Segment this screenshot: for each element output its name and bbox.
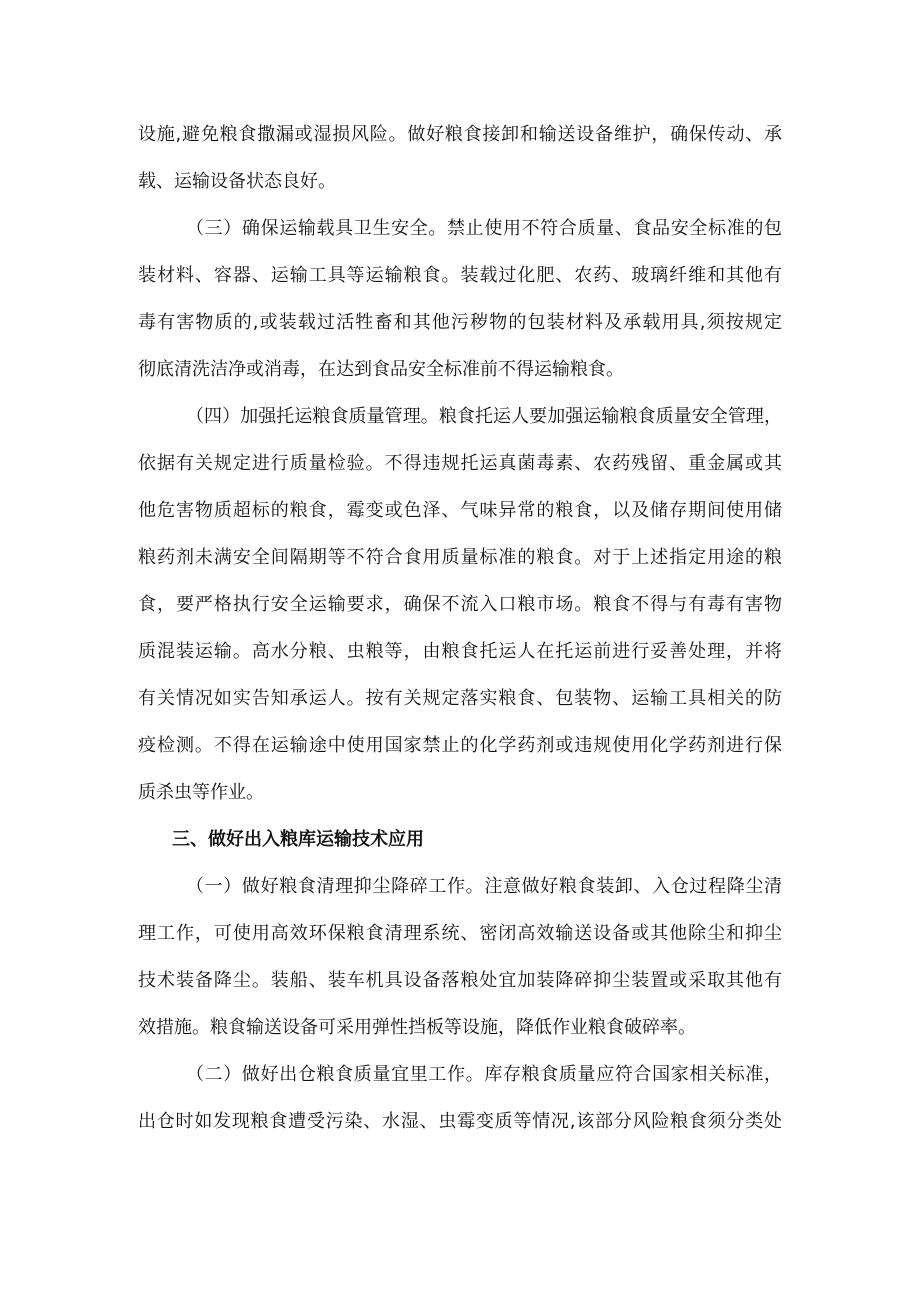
- body-text-line: 质混装运输。高水分粮、虫粮等，由粮食托运人在托运前进行妥善处理，并将: [138, 641, 782, 662]
- body-text-line: 设施,避免粮食撒漏或湿损风险。做好粮食接卸和输送设备维护，确保传动、承: [138, 124, 782, 145]
- body-text-line: 装材料、容器、运输工具等运输粮食。装载过化肥、农药、玻璃纤维和其他有: [138, 265, 782, 286]
- paragraph-start-line: （三）确保运输载具卫生安全。禁止使用不符合质量、食品安全标准的包: [186, 218, 782, 239]
- body-text-line: 效措施。粮食输送设备可采用弹性挡板等设施，降低作业粮食破碎率。: [138, 1017, 696, 1038]
- paragraph-start-line: （四）加强托运粮食质量管理。粮食托运人要加强运输粮食质量安全管理，: [186, 406, 782, 427]
- paragraph-start-line: （二）做好出仓粮食质量宜里工作。库存粮食质量应符合国家相关标准，: [186, 1064, 782, 1085]
- body-text-line: 粮药剂未满安全间隔期等不符合食用质量标准的粮食。对于上述指定用途的粮: [138, 547, 782, 568]
- body-text-line: 他危害物质超标的粮食，霉变或色泽、气味异常的粮食，以及储存期间使用储: [138, 500, 782, 521]
- body-text-line: 技术装备降尘。装船、装车机具设备落粮处宜加装降碎抑尘装置或采取其他有: [138, 970, 782, 991]
- body-text-line: 质杀虫等作业。: [138, 782, 264, 803]
- body-text-line: 载、运输设备状态良好。: [138, 171, 336, 192]
- body-text-line: 理工作，可使用高效环保粮食清理系统、密闭高效输送设备或其他除尘和抑尘: [138, 923, 782, 944]
- body-text-line: 彻底清洗洁净或消毒，在达到食品安全标准前不得运输粮食。: [138, 359, 624, 380]
- body-text-line: 依据有关规定进行质量检验。不得违规托运真菌毒素、农药残留、重金属或其: [138, 453, 782, 474]
- section-heading: 三、做好出入粮库运输技术应用: [172, 829, 424, 850]
- paragraph-start-line: （一）做好粮食清理抑尘降碎工作。注意做好粮食装卸、入仓过程降尘清: [186, 876, 782, 897]
- body-text-line: 出仓时如发现粮食遭受污染、水湿、虫霉变质等情况,该部分风险粮食须分类处: [138, 1111, 782, 1132]
- body-text-line: 毒有害物质的,或装载过活牲畜和其他污秽物的包装材料及承载用具,须按规定: [138, 312, 782, 333]
- body-text-line: 有关情况如实告知承运人。按有关规定落实粮食、包装物、运输工具相关的防: [138, 688, 782, 709]
- body-text-line: 疫检测。不得在运输途中使用国家禁止的化学药剂或违规使用化学药剂进行保: [138, 735, 782, 756]
- body-text-line: 食，要严格执行安全运输要求，确保不流入口粮市场。粮食不得与有毒有害物: [138, 594, 782, 615]
